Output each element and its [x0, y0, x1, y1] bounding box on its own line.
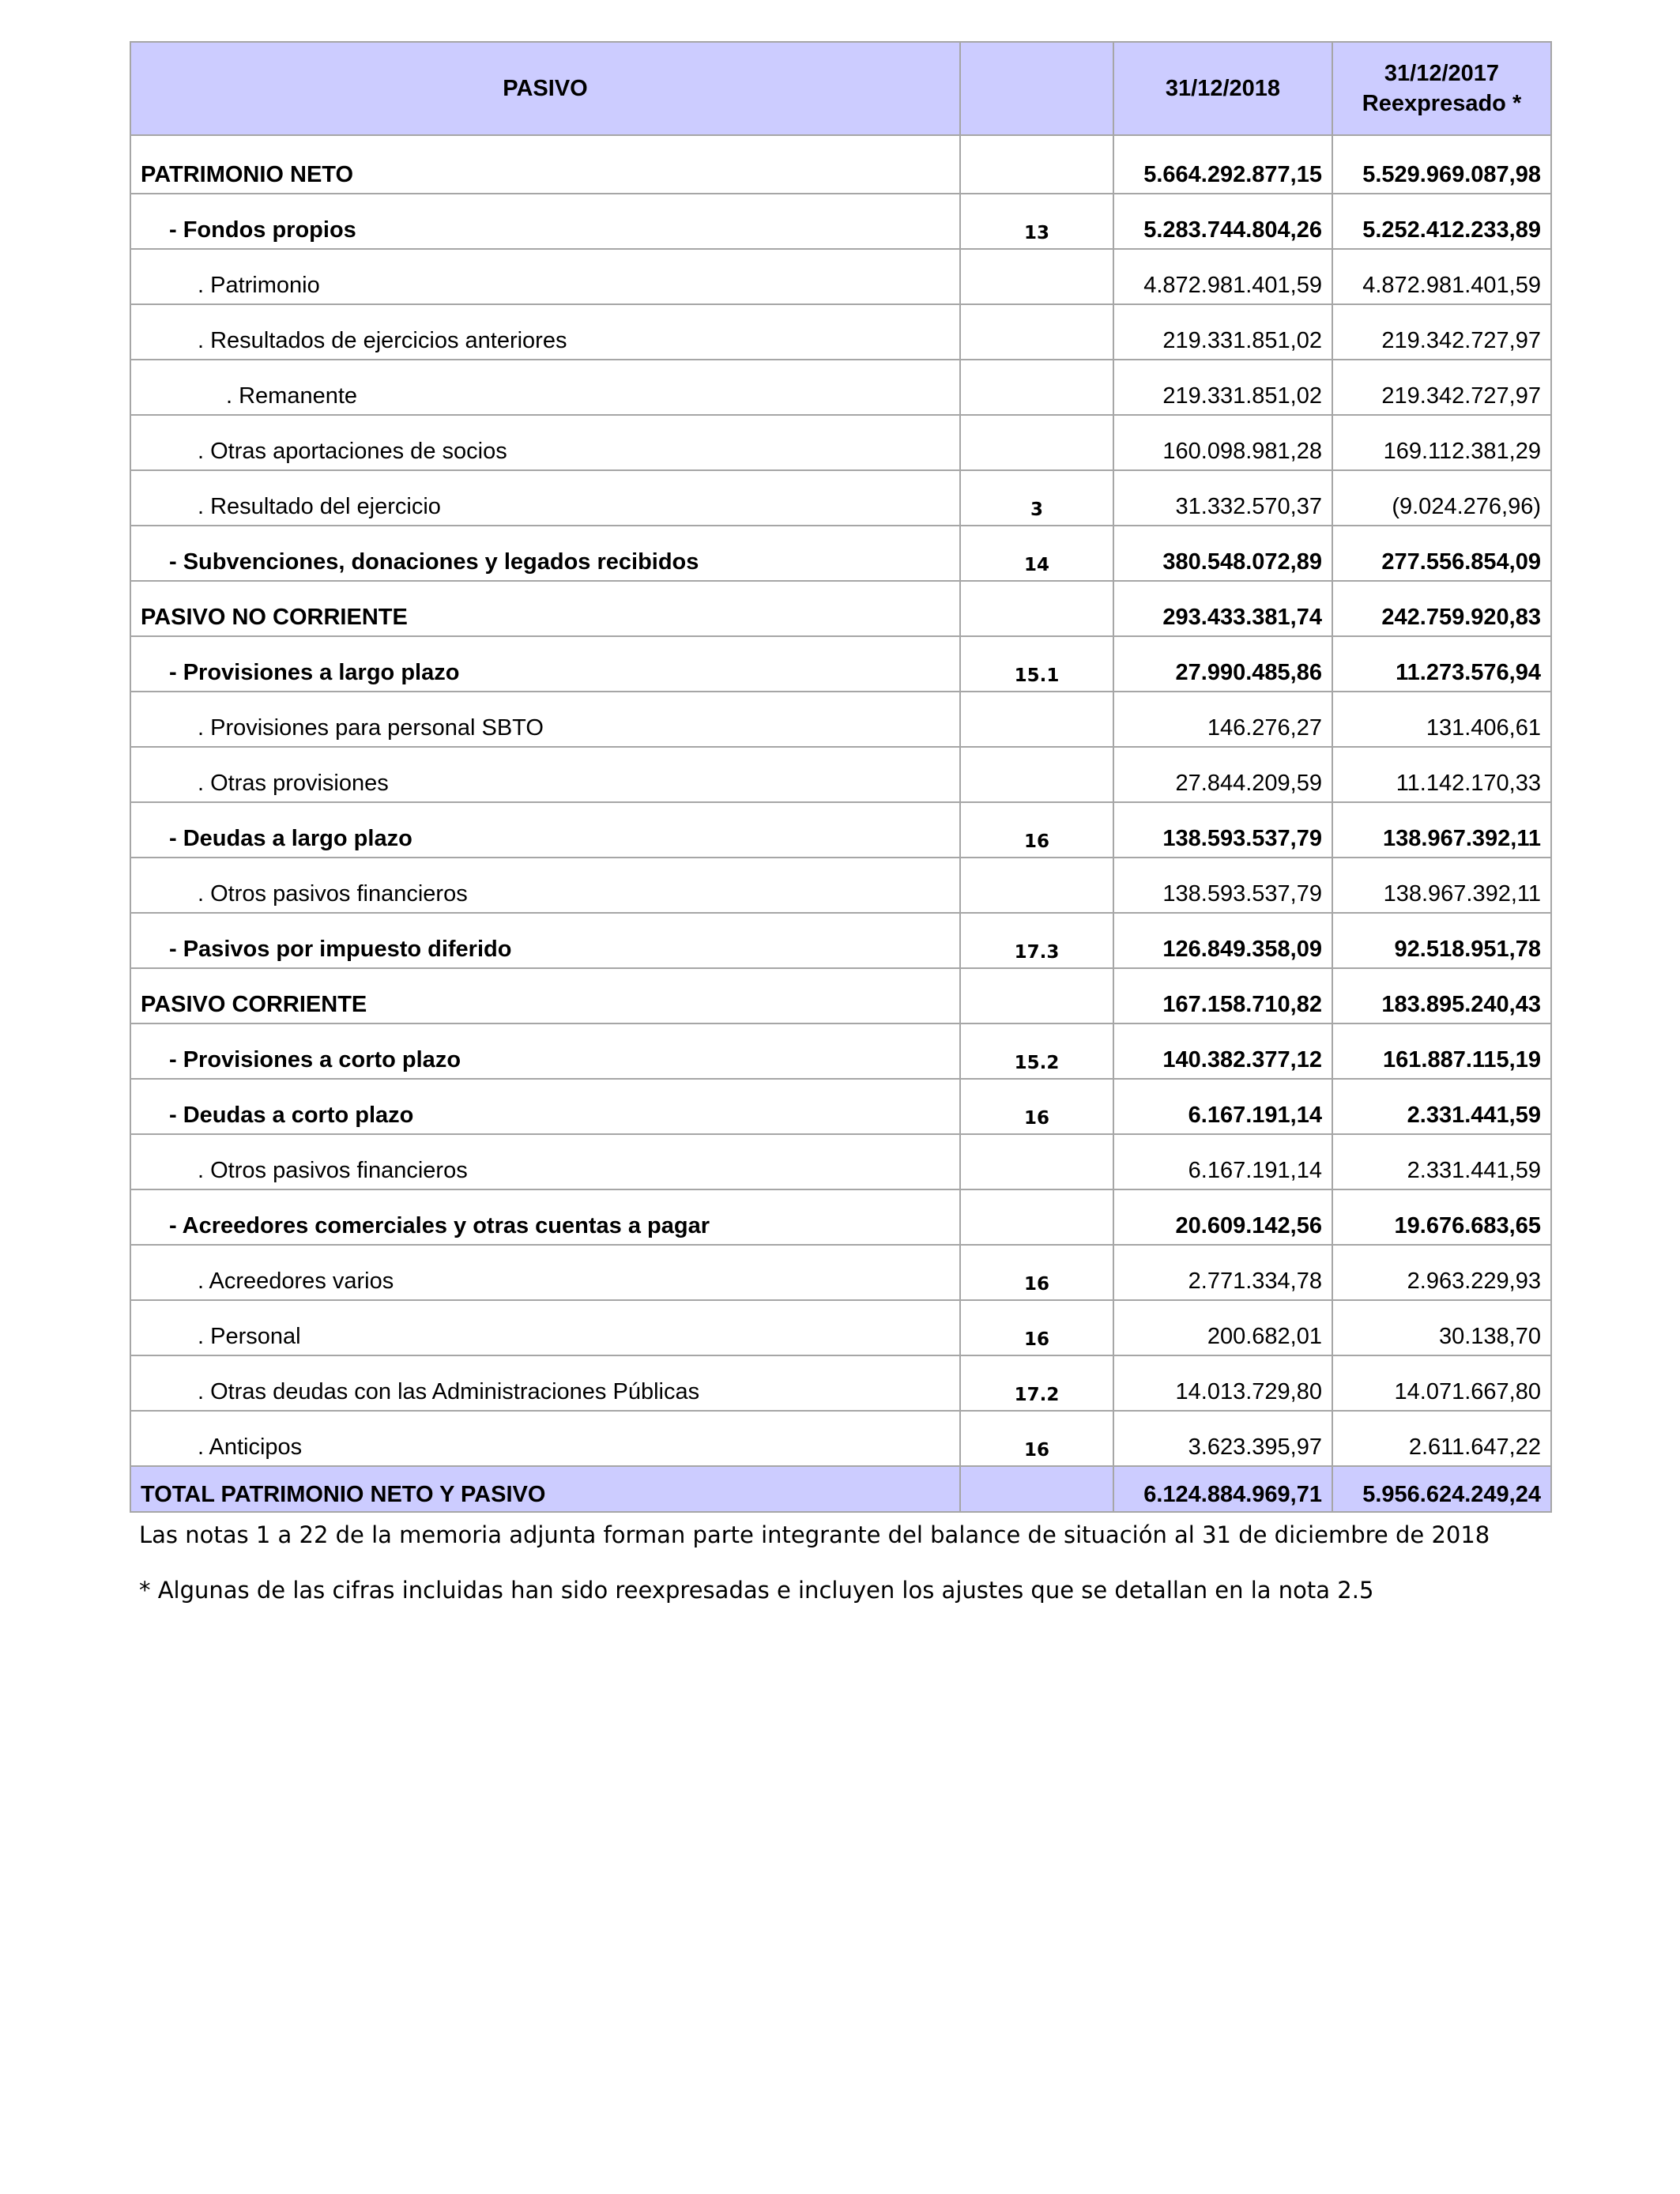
row-value-2017: 219.342.727,97 [1332, 360, 1551, 415]
row-value-2017: 219.342.727,97 [1332, 304, 1551, 360]
table-row [130, 1355, 1551, 1411]
table-row [130, 1134, 1551, 1189]
row-note [960, 360, 1113, 415]
row-label: - Pasivos por impuesto diferido [130, 913, 960, 968]
footnote-restated: * Algunas de las cifras incluidas han sido reexpresadas e incluyen los ajustes que se detallan en la nota 2.5 [139, 1577, 1374, 1604]
row-note: 14 [960, 526, 1113, 581]
table-row [130, 913, 1551, 968]
table-row [130, 747, 1551, 802]
row-value-2017: 4.872.981.401,59 [1332, 249, 1551, 304]
row-label: . Personal [130, 1300, 960, 1355]
header-2018-column: 31/12/2018 [1113, 42, 1332, 135]
total-value-2018: 6.124.884.969,71 [1113, 1466, 1332, 1512]
table-row [130, 526, 1551, 581]
row-label: - Subvenciones, donaciones y legados recibidos [130, 526, 960, 581]
row-label: PATRIMONIO NETO [130, 135, 960, 194]
row-value-2017: 131.406,61 [1332, 692, 1551, 747]
row-value-2017: 2.331.441,59 [1332, 1079, 1551, 1134]
header-label-column: PASIVO [130, 42, 960, 135]
table-row [130, 360, 1551, 415]
row-value-2017: 169.112.381,29 [1332, 415, 1551, 470]
row-note [960, 249, 1113, 304]
row-label: . Resultado del ejercicio [130, 470, 960, 526]
row-label: . Anticipos [130, 1411, 960, 1466]
row-value-2018: 31.332.570,37 [1113, 470, 1332, 526]
balance-sheet-page [130, 41, 1550, 1606]
table-row [130, 1411, 1551, 1466]
table-row [130, 249, 1551, 304]
row-value-2017: 11.142.170,33 [1332, 747, 1551, 802]
header-2017-column [1332, 42, 1551, 135]
table-row [130, 581, 1551, 636]
table-row [130, 636, 1551, 692]
table-row [130, 1079, 1551, 1134]
row-label: . Otras deudas con las Administraciones Públicas [130, 1355, 960, 1411]
table-row [130, 692, 1551, 747]
row-label: - Provisiones a corto plazo [130, 1023, 960, 1079]
total-row [130, 1466, 1551, 1512]
table-body [130, 135, 1551, 1466]
row-note: 15.1 [960, 636, 1113, 692]
row-value-2018: 4.872.981.401,59 [1113, 249, 1332, 304]
row-value-2018: 27.990.485,86 [1113, 636, 1332, 692]
total-note [960, 1466, 1113, 1512]
row-note: 17.3 [960, 913, 1113, 968]
row-note [960, 304, 1113, 360]
row-value-2018: 138.593.537,79 [1113, 858, 1332, 913]
liabilities-table [130, 41, 1552, 1513]
table-row [130, 470, 1551, 526]
row-note [960, 692, 1113, 747]
row-label: . Otras provisiones [130, 747, 960, 802]
row-label: - Deudas a largo plazo [130, 802, 960, 858]
row-label: . Provisiones para personal SBTO [130, 692, 960, 747]
row-value-2017: 183.895.240,43 [1332, 968, 1551, 1023]
total-label: TOTAL PATRIMONIO NETO Y PASIVO [130, 1466, 960, 1512]
row-value-2018: 167.158.710,82 [1113, 968, 1332, 1023]
row-note: 16 [960, 1411, 1113, 1466]
row-value-2018: 14.013.729,80 [1113, 1355, 1332, 1411]
table-header-row [130, 42, 1551, 135]
row-value-2017: 11.273.576,94 [1332, 636, 1551, 692]
row-value-2017: 5.529.969.087,98 [1332, 135, 1551, 194]
row-value-2018: 146.276,27 [1113, 692, 1332, 747]
row-label: PASIVO CORRIENTE [130, 968, 960, 1023]
row-value-2018: 140.382.377,12 [1113, 1023, 1332, 1079]
row-note [960, 747, 1113, 802]
table-row [130, 1245, 1551, 1300]
row-value-2017: 30.138,70 [1332, 1300, 1551, 1355]
row-value-2017: 242.759.920,83 [1332, 581, 1551, 636]
row-label: . Acreedores varios [130, 1245, 960, 1300]
row-label: . Otras aportaciones de socios [130, 415, 960, 470]
row-value-2018: 20.609.142,56 [1113, 1189, 1332, 1245]
row-value-2018: 5.283.744.804,26 [1113, 194, 1332, 249]
row-value-2017: 138.967.392,11 [1332, 858, 1551, 913]
row-label: . Resultados de ejercicios anteriores [130, 304, 960, 360]
header-2017-date: 31/12/2017 [1384, 61, 1500, 86]
row-value-2018: 27.844.209,59 [1113, 747, 1332, 802]
header-note-column [960, 42, 1113, 135]
row-label: . Patrimonio [130, 249, 960, 304]
table-row [130, 1300, 1551, 1355]
row-value-2018: 293.433.381,74 [1113, 581, 1332, 636]
row-label: - Provisiones a largo plazo [130, 636, 960, 692]
row-note [960, 858, 1113, 913]
row-note: 17.2 [960, 1355, 1113, 1411]
row-note: 16 [960, 1300, 1113, 1355]
row-value-2017: 14.071.667,80 [1332, 1355, 1551, 1411]
table-row [130, 194, 1551, 249]
total-value-2017: 5.956.624.249,24 [1332, 1466, 1551, 1512]
row-note: 3 [960, 470, 1113, 526]
row-note [960, 581, 1113, 636]
row-value-2018: 6.167.191,14 [1113, 1079, 1332, 1134]
row-value-2018: 160.098.981,28 [1113, 415, 1332, 470]
row-note [960, 135, 1113, 194]
row-value-2018: 5.664.292.877,15 [1113, 135, 1332, 194]
table-row [130, 415, 1551, 470]
row-value-2017: 2.611.647,22 [1332, 1411, 1551, 1466]
row-note [960, 1189, 1113, 1245]
row-value-2017: 92.518.951,78 [1332, 913, 1551, 968]
row-value-2018: 138.593.537,79 [1113, 802, 1332, 858]
row-note [960, 1134, 1113, 1189]
row-value-2018: 126.849.358,09 [1113, 913, 1332, 968]
header-2017-restated: Reexpresado * [1362, 91, 1522, 116]
row-value-2018: 200.682,01 [1113, 1300, 1332, 1355]
row-value-2017: 138.967.392,11 [1332, 802, 1551, 858]
row-label: - Acreedores comerciales y otras cuentas a pagar [130, 1189, 960, 1245]
table-row [130, 1023, 1551, 1079]
row-note [960, 968, 1113, 1023]
row-note: 15.2 [960, 1023, 1113, 1079]
row-value-2017: 161.887.115,19 [1332, 1023, 1551, 1079]
table-row [130, 135, 1551, 194]
row-value-2018: 2.771.334,78 [1113, 1245, 1332, 1300]
row-note: 16 [960, 802, 1113, 858]
row-value-2017: 2.331.441,59 [1332, 1134, 1551, 1189]
row-note: 13 [960, 194, 1113, 249]
row-value-2017: 19.676.683,65 [1332, 1189, 1551, 1245]
row-value-2017: 277.556.854,09 [1332, 526, 1551, 581]
row-note [960, 415, 1113, 470]
row-value-2018: 219.331.851,02 [1113, 360, 1332, 415]
row-label: . Otros pasivos financieros [130, 858, 960, 913]
row-value-2018: 6.167.191,14 [1113, 1134, 1332, 1189]
row-value-2017: 2.963.229,93 [1332, 1245, 1551, 1300]
footnotes [130, 1519, 1550, 1606]
row-label: PASIVO NO CORRIENTE [130, 581, 960, 636]
row-value-2017: 5.252.412.233,89 [1332, 194, 1551, 249]
row-label: - Fondos propios [130, 194, 960, 249]
row-note: 16 [960, 1079, 1113, 1134]
table-row [130, 802, 1551, 858]
table-row [130, 858, 1551, 913]
row-note: 16 [960, 1245, 1113, 1300]
row-label: . Otros pasivos financieros [130, 1134, 960, 1189]
row-value-2017: (9.024.276,96) [1332, 470, 1551, 526]
table-row [130, 1189, 1551, 1245]
row-value-2018: 219.331.851,02 [1113, 304, 1332, 360]
row-label: - Deudas a corto plazo [130, 1079, 960, 1134]
table-row [130, 968, 1551, 1023]
row-label: . Remanente [130, 360, 960, 415]
table-row [130, 304, 1551, 360]
footnote-notes: Las notas 1 a 22 de la memoria adjunta forman parte integrante del balance de situación al 31 de diciembre de 2018 [139, 1521, 1490, 1548]
row-value-2018: 3.623.395,97 [1113, 1411, 1332, 1466]
row-value-2018: 380.548.072,89 [1113, 526, 1332, 581]
